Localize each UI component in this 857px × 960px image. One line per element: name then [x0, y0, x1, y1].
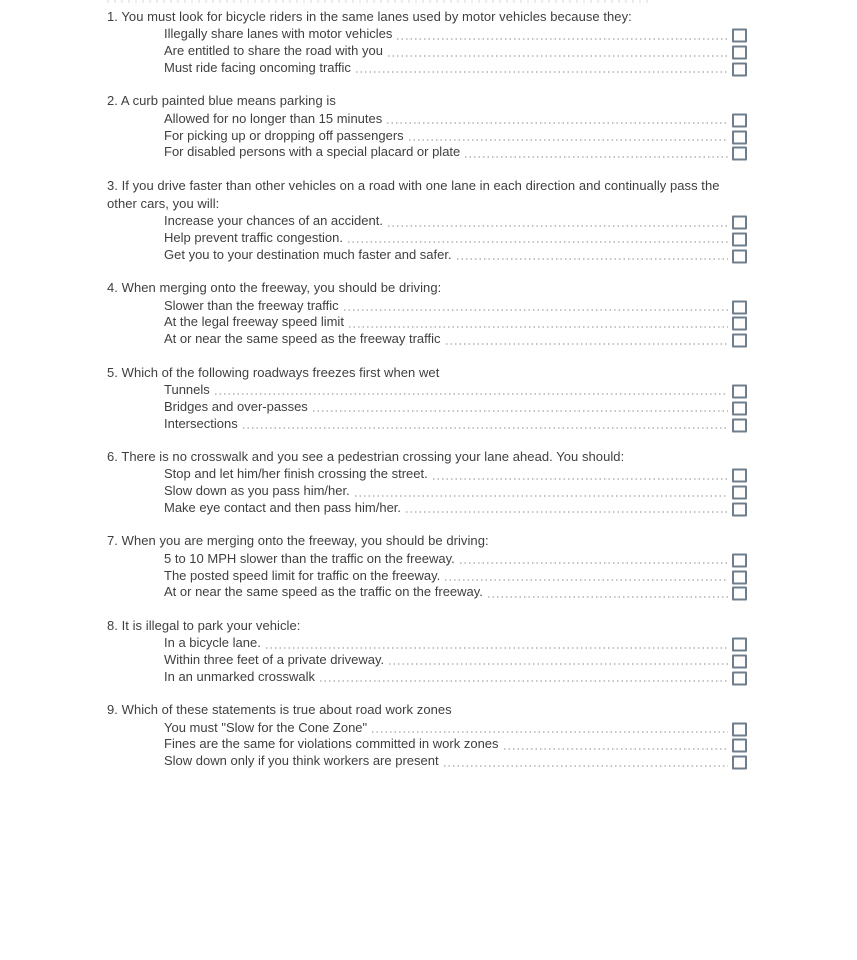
answer-option-row: [164, 331, 747, 348]
options-list: [164, 382, 747, 432]
dotted-leader: [356, 71, 728, 73]
options-list: [164, 26, 747, 76]
answer-option-label: Increase your chances of an accident.: [164, 213, 383, 229]
answer-option-row: [164, 144, 747, 161]
question-body: Which of these statements is true about road work zones: [121, 702, 452, 718]
question-body: Which of the following roadways freezes first when wet: [121, 364, 440, 380]
question-block-2: [107, 92, 747, 160]
dotted-leader: [488, 596, 728, 598]
answer-option-row: [164, 382, 747, 399]
answer-checkbox[interactable]: [732, 418, 747, 432]
dotted-leader: [372, 731, 728, 733]
answer-option-label: Help prevent traffic congestion.: [164, 229, 343, 245]
answer-option-label: Intersections: [164, 415, 238, 431]
answer-checkbox[interactable]: [732, 654, 747, 668]
answer-option-label: Fines are the same for violations committed in work zones: [164, 736, 499, 752]
answer-option-label: Tunnels: [164, 381, 210, 397]
question-body: It is illegal to park your vehicle:: [121, 617, 301, 633]
options-list: [164, 297, 747, 347]
dotted-leader: [349, 326, 728, 328]
question-number: 4.: [107, 280, 118, 296]
question-number: 1.: [107, 9, 118, 24]
answer-option-label: In an unmarked crosswalk: [164, 668, 316, 684]
answer-checkbox[interactable]: [732, 147, 747, 161]
question-number: 9.: [107, 702, 118, 718]
dotted-leader: [313, 410, 728, 412]
answer-option-row: [164, 668, 747, 685]
answer-checkbox[interactable]: [732, 722, 747, 736]
answer-checkbox[interactable]: [732, 756, 747, 770]
dotted-leader: [446, 343, 728, 345]
question-block-6: [107, 448, 747, 516]
question-number: 5.: [107, 364, 118, 380]
dotted-leader: [348, 241, 728, 243]
answer-option-row: [164, 635, 747, 652]
answer-option-label: 5 to 10 MPH slower than the traffic on the freeway.: [164, 550, 455, 566]
dotted-leader: [388, 225, 728, 227]
options-list: [164, 550, 747, 600]
answer-option-row: [164, 398, 747, 415]
answer-checkbox[interactable]: [732, 232, 747, 246]
answer-option-row: [164, 550, 747, 567]
question-text: [107, 8, 747, 26]
question-body: You must look for bicycle riders in the same lanes used by motor vehicles because they:: [121, 9, 632, 24]
question-block-4: [107, 279, 747, 347]
dotted-leader: [433, 478, 728, 480]
question-text: [107, 448, 747, 466]
answer-option-label: For picking up or dropping off passengers: [164, 127, 404, 143]
answer-option-row: [164, 43, 747, 60]
answer-checkbox[interactable]: [732, 553, 747, 567]
answer-option-row: [164, 415, 747, 432]
answer-checkbox[interactable]: [732, 334, 747, 348]
answer-option-label: Slower than the freeway traffic: [164, 297, 339, 313]
answer-option-row: [164, 466, 747, 483]
question-block-8: [107, 617, 747, 685]
dotted-leader: [389, 663, 728, 665]
answer-option-label: You must "Slow for the Cone Zone": [164, 719, 368, 735]
dotted-leader: [266, 647, 728, 649]
answer-option-label: Slow down only if you think workers are present: [164, 753, 439, 769]
answer-option-label: At or near the same speed as the traffic on the freeway.: [164, 584, 483, 600]
question-text: [107, 532, 747, 550]
answer-checkbox[interactable]: [732, 469, 747, 483]
answer-option-label: At the legal freeway speed limit: [164, 314, 344, 330]
answer-option-label: Make eye contact and then pass him/her.: [164, 499, 402, 515]
question-block-9: [107, 701, 747, 769]
answer-option-label: Stop and let him/her finish crossing the street.: [164, 466, 428, 482]
dotted-leader: [387, 122, 728, 124]
answer-option-label: Within three feet of a private driveway.: [164, 651, 385, 667]
answer-option-row: [164, 500, 747, 517]
answer-option-row: [164, 110, 747, 127]
question-text: [107, 617, 747, 635]
answer-option-row: [164, 584, 747, 601]
answer-option-label: Must ride facing oncoming traffic: [164, 59, 351, 75]
answer-option-label: Bridges and over-passes: [164, 398, 308, 414]
question-body: When merging onto the freeway, you should be driving:: [121, 280, 442, 296]
options-list: [164, 719, 747, 769]
answer-option-row: [164, 736, 747, 753]
answer-checkbox[interactable]: [732, 486, 747, 500]
answer-option-label: Slow down as you pass him/her.: [164, 483, 350, 499]
answer-option-row: [164, 60, 747, 77]
question-number: 6.: [107, 448, 118, 464]
question-block-5: [107, 364, 747, 432]
question-block-1: [107, 8, 747, 76]
dotted-leader: [215, 393, 728, 395]
answer-checkbox[interactable]: [732, 46, 747, 60]
answer-checkbox[interactable]: [732, 130, 747, 144]
dotted-leader: [460, 562, 728, 564]
question-text: [107, 92, 747, 110]
dotted-leader: [457, 258, 728, 260]
answer-option-label: At or near the same speed as the freeway traffic: [164, 331, 441, 347]
dotted-leader: [409, 139, 728, 141]
answer-option-label: The posted speed limit for traffic on the freeway.: [164, 567, 441, 583]
answer-option-row: [164, 213, 747, 230]
answer-checkbox[interactable]: [732, 216, 747, 230]
dotted-leader: [406, 511, 728, 513]
answer-option-row: [164, 230, 747, 247]
answer-checkbox[interactable]: [732, 300, 747, 314]
answer-option-label: Allowed for no longer than 15 minutes: [164, 110, 383, 126]
answer-option-row: [164, 483, 747, 500]
dotted-leader: [444, 765, 728, 767]
answer-checkbox[interactable]: [732, 587, 747, 601]
question-block-7: [107, 532, 747, 600]
question-text: [107, 364, 747, 382]
answer-checkbox[interactable]: [732, 638, 747, 652]
options-list: [164, 466, 747, 516]
answer-option-row: [164, 567, 747, 584]
answer-option-label: Are entitled to share the road with you: [164, 43, 383, 59]
options-list: [164, 213, 747, 263]
question-body: When you are merging onto the freeway, you should be driving:: [121, 533, 489, 549]
question-number: 3.: [107, 177, 118, 193]
cropped-text-artifact: [107, 0, 652, 3]
answer-checkbox[interactable]: [732, 113, 747, 127]
answer-option-label: For disabled persons with a special placard or plate: [164, 144, 461, 160]
dotted-leader: [445, 579, 728, 581]
answer-option-row: [164, 314, 747, 331]
question-text: [107, 177, 747, 213]
answer-checkbox[interactable]: [732, 401, 747, 415]
answer-option-row: [164, 297, 747, 314]
answer-option-row: [164, 719, 747, 736]
dotted-leader: [388, 55, 728, 57]
question-body: There is no crosswalk and you see a pedestrian crossing your lane ahead. You should:: [121, 448, 625, 464]
options-list: [164, 635, 747, 685]
question-block-3: [107, 177, 747, 263]
answer-checkbox[interactable]: [732, 739, 747, 753]
answer-checkbox[interactable]: [732, 671, 747, 685]
answer-checkbox[interactable]: [732, 29, 747, 43]
dotted-leader: [243, 427, 728, 429]
question-text: [107, 701, 747, 719]
question-number: 2.: [107, 93, 118, 109]
question-body: A curb painted blue means parking is: [120, 93, 336, 109]
dotted-leader: [344, 309, 728, 311]
dotted-leader: [355, 495, 728, 497]
dotted-leader: [397, 38, 728, 40]
answer-option-row: [164, 652, 747, 669]
answer-option-row: [164, 127, 747, 144]
dotted-leader: [465, 156, 728, 158]
answer-checkbox[interactable]: [732, 384, 747, 398]
dotted-leader: [504, 748, 728, 750]
answer-option-row: [164, 26, 747, 43]
question-number: 7.: [107, 533, 118, 549]
answer-checkbox[interactable]: [732, 249, 747, 263]
answer-option-label: Illegally share lanes with motor vehicles: [164, 26, 393, 42]
question-body: If you drive faster than other vehicles on a road with one lane in each direction and continually pass the other cars, you will:: [107, 177, 720, 211]
answer-checkbox[interactable]: [732, 502, 747, 516]
answer-option-row: [164, 246, 747, 263]
answer-checkbox[interactable]: [732, 62, 747, 76]
answer-option-label: Get you to your destination much faster and safer.: [164, 246, 452, 262]
answer-checkbox[interactable]: [732, 570, 747, 584]
dotted-leader: [320, 680, 728, 682]
question-number: 8.: [107, 617, 118, 633]
question-text: [107, 279, 747, 297]
options-list: [164, 110, 747, 160]
answer-option-row: [164, 753, 747, 770]
answer-checkbox[interactable]: [732, 317, 747, 331]
answer-option-label: In a bicycle lane.: [164, 635, 261, 651]
